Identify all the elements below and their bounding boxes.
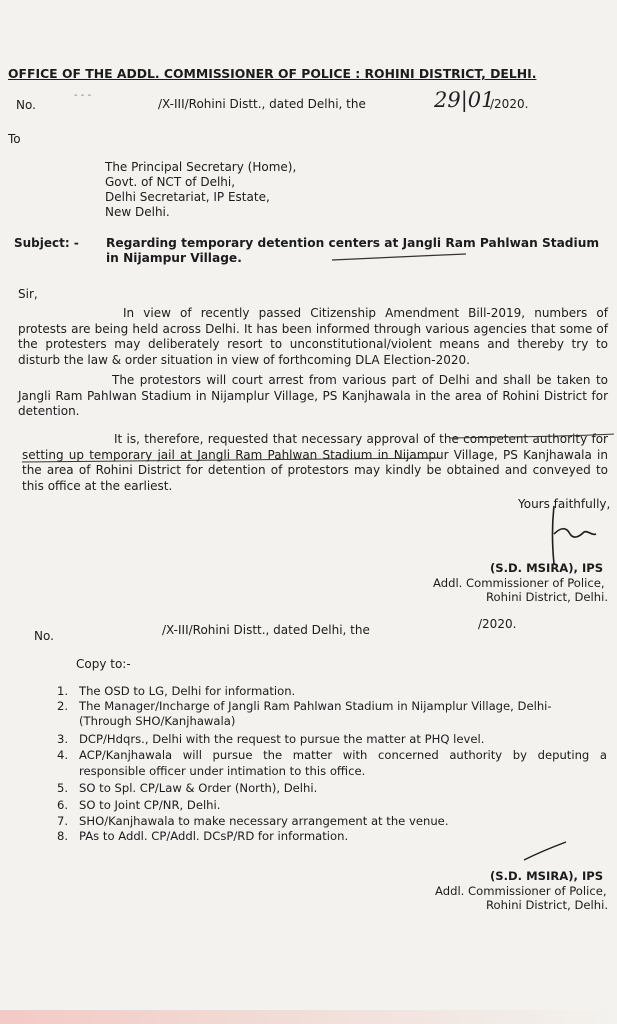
closing: Yours faithfully,: [518, 497, 611, 511]
copy-ref-line: /X-III/Rohini Distt., dated Delhi, the: [162, 623, 370, 637]
handwritten-signature: [540, 500, 600, 570]
paper-edge: [0, 1010, 617, 1024]
office-title: OFFICE OF THE ADDL. COMMISSIONER OF POLICE : ROHINI DISTRICT, DELHI.: [8, 66, 537, 81]
handwritten-date: 29|01: [434, 88, 495, 112]
signatory-designation: Addl. Commissioner of Police,: [433, 576, 605, 590]
signatory-district: Rohini District, Delhi.: [486, 590, 609, 604]
signatory-name: (S.D. MSIRA), IPS: [490, 561, 604, 575]
ref-year: /2020.: [490, 97, 529, 111]
paragraph-1: In view of recently passed Citizenship Amendment Bill-2019, numbers of protests are being held across Delhi. It has been informed through various agencies that some of the protesters may deliberately resort to unconstitutional/violent means and thereby try to disturb the law & order situation in view of forthcoming DLA Election-2020.: [18, 306, 608, 367]
letter-page: OFFICE OF THE ADDL. COMMISSIONER OF POLICE : ROHINI DISTRICT, DELHI. No. - - - /X-III/Rohini Distt., dated Delhi, the 29|01 /2020. To The Principal Secretary (Home), Govt. of NCT of Delhi, Delhi Secretariat, IP Estate, New Delhi. Subject: - Regarding temporary detention centers at Jangli Ram Pahlwan Stadium in Nijampur Village. Sir, In view of recently passed Citizenship Amendment Bill-2019, numbers of protests are being held across Delhi. It has been informed through various agencies that some of the protesters may deliberately resort to unconstitutional/violent means and thereby try to disturb the law & order situation in view of forthcoming DLA Election-2020. The protestors will court arrest from various part of Delhi and shall be taken to Jangli Ram Pahlwan Stadium in Nijamplur Village, PS Kanjhawala in the area of Rohini District for detention. It is, therefore, requested that necessary approval of the competent authority for setting up temporary jail at Jangli Ram Pahlwan Stadium in Nijampur Village, PS Kanjhawala in the area of Rohini District for detention of protestors may kindly be obtained and conveyed to this office at the earliest. Yours faithfully, (S.D. MSIRA), IPS Addl. Commissioner of Police, Rohini District, Delhi. No. /X-III/Rohini Distt., dated Delhi, the /2020. Copy to:- 1. The OSD to LG, Delhi for information. 2. The Manager/Incharge of Jangli Ram Pahlwan Stadium in Nijamplur Village, Delhi- (Through SHO/Kanjhawala) 3. DCP/Hdqrs., Delhi with the request to pursue the matter at PHQ level. 4. ACP/Kanjhawala will pursue the matter with concerned authority by deputing a responsible officer under intimation to this office. 5. SO to Spl. CP/Law & Order (North), Delhi. 6. SO to Joint CP/NR, Delhi. 7. SHO/Kanjhawala to make necessary arrangement at the venue. 8. PAs to Addl. CP/Addl. DCsP/RD for information. (S.D. MSIRA), IPS Addl. Commissioner of Police, Rohini District, Delhi.: [0, 0, 617, 1024]
initials-mark: [520, 838, 570, 864]
ref-line: /X-III/Rohini Distt., dated Delhi, the: [158, 97, 366, 111]
ref-no-marks: - - -: [74, 90, 92, 101]
copy-year: /2020.: [478, 617, 517, 631]
salutation: Sir,: [18, 287, 38, 301]
paragraph-2: The protestors will court arrest from various part of Delhi and shall be taken to Jangli Ram Pahlwan Stadium in Nijamplur Village, PS Kanjhawala in the area of Rohini District for detention.: [18, 373, 608, 418]
ref-no-label: No.: [16, 98, 36, 112]
subject-line-1: Regarding temporary detention centers at Jangli Ram Pahlwan Stadium: [106, 236, 600, 250]
signatory-district-2: Rohini District, Delhi.: [486, 898, 609, 912]
addressee-line: Delhi Secretariat, IP Estate,: [105, 190, 270, 204]
copy-to-label: Copy to:-: [76, 657, 131, 671]
signatory-designation-2: Addl. Commissioner of Police,: [435, 884, 607, 898]
to-label: To: [8, 132, 21, 146]
signatory-name-2: (S.D. MSIRA), IPS: [490, 869, 604, 883]
paragraph-3: It is, therefore, requested that necessary approval of the competent authority for setting up temporary jail at Jangli Ram Pahlwan Stadium in Nijampur Village, PS Kanjhawala in the area of Rohini District for detention of protestors may kindly be obtained and conveyed to this office at the earliest.: [22, 432, 608, 493]
pen-underline-mark: [330, 252, 470, 264]
addressee-line: New Delhi.: [105, 205, 170, 219]
addressee-line: The Principal Secretary (Home),: [105, 160, 297, 174]
pen-underline-mark: [20, 432, 616, 464]
subject-label: Subject: -: [14, 236, 79, 250]
copy-no-label: No.: [34, 629, 54, 643]
subject-line-2: in Nijampur Village.: [106, 251, 242, 265]
addressee-line: Govt. of NCT of Delhi,: [105, 175, 236, 189]
